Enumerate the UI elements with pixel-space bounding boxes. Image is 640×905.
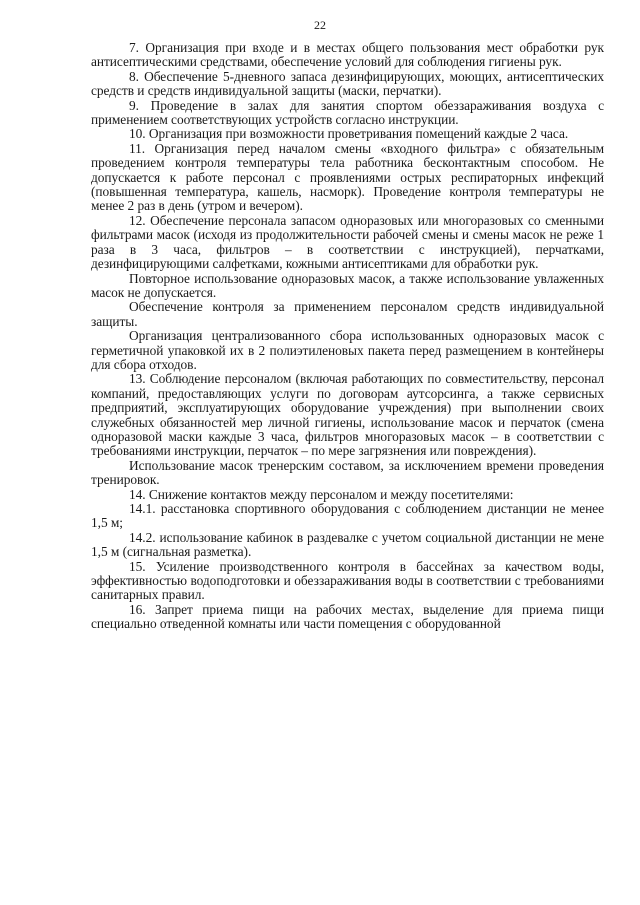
paragraph-9-air-disinfection: 9. Проведение в залах для занятия спортом обеззараживания воздуха с применением соответствующих устройств согласно инструкции. [91, 97, 604, 128]
paragraph-mask-reuse: Повторное использование одноразовых масок, а также использование увлаженных масок не допускается. [91, 270, 604, 300]
paragraph-10-ventilation: 10. Организация при возможности проветривания помещений каждые 2 часа. [129, 126, 569, 142]
paragraph-7-hand-sanitizing: 7. Организация при входе и в местах общего пользования мест обработки рук антисептическими средствами, обеспечение условий для соблюдения гигиены рук. [91, 40, 604, 70]
paragraph-11-entry-filter: 11. Организация перед началом смены «входного фильтра» с обязательным проведением контроля температуры тела работника бесконтактным способом. Не допускается к работе персонал с проявлениями острых респираторных инфекций (повышенная температура, кашель, насморк). Проведение контроля температуры не менее 2 раз в день (утром и вечером). [91, 140, 604, 214]
paragraph-14-1-equipment-distance: 14.1. расстановка спортивного оборудования с соблюдением дистанции не менее 1,5 м; [91, 501, 604, 531]
paragraph-8-supplies-reserve: 8. Обеспечение 5-дневного запаса дезинфицирующих, моющих, антисептических средств и средств индивидуальной защиты (маски, перчатки). [91, 68, 604, 99]
paragraph-12-masks-supply: 12. Обеспечение персонала запасом одноразовых или многоразовых со сменными фильтрами масок (исходя из продолжительности рабочей смены и смены масок не реже 1 раза в 3 часа, фильтров – в соответствии с инструкцией), перчатками, дезинфицирующими салфетками, кожными антисептиками для обработки рук. [91, 212, 604, 272]
page-number: 22 [314, 18, 326, 32]
paragraph-mask-collection: Организация централизованного сбора использованных одноразовых масок с герметичной упаковкой их в 2 полиэтиленовых пакета перед размещением в контейнеры для сбора отходов. [91, 328, 604, 372]
paragraph-15-pool-control: 15. Усиление производственного контроля в бассейнах за качеством воды, эффективностью водоподготовки и обеззараживания воды в соответствии с требованиями санитарных правил. [91, 558, 604, 603]
paragraph-14-contact-reduction: 14. Снижение контактов между персоналом и между посетителями: [129, 486, 514, 502]
paragraph-trainer-masks: Использование масок тренерским составом, за исключением времени проведения тренировок. [91, 457, 604, 488]
paragraph-ppe-control: Обеспечение контроля за применением персоналом средств индивидуальной защиты. [91, 299, 604, 329]
paragraph-13-staff-hygiene: 13. Соблюдение персоналом (включая работающих по совместительству, персонал компаний, предоставляющих услуги по договорам аутсорсинга, а также сервисных предприятий, эксплуатирующих оборудование учреждения) при выполнении своих служебных обязанностей мер личной гигиены, использование масок и перчаток (смена одноразовой маски каждые 3 часа, фильтров многоразовых масок – в соответствии с требованиями инструкции, перчаток – по мере загрязнения или повреждения). [91, 371, 604, 459]
paragraph-16-eating-ban: 16. Запрет приема пищи на рабочих местах, выделение для приема пищи специально отведенной комнаты или части помещения с оборудованной [91, 601, 604, 632]
paragraph-14-2-locker-distance: 14.2. использование кабинок в раздевалке с учетом социальной дистанции не мене 1,5 м (сигнальная разметка). [91, 529, 604, 560]
document-body [91, 41, 604, 632]
